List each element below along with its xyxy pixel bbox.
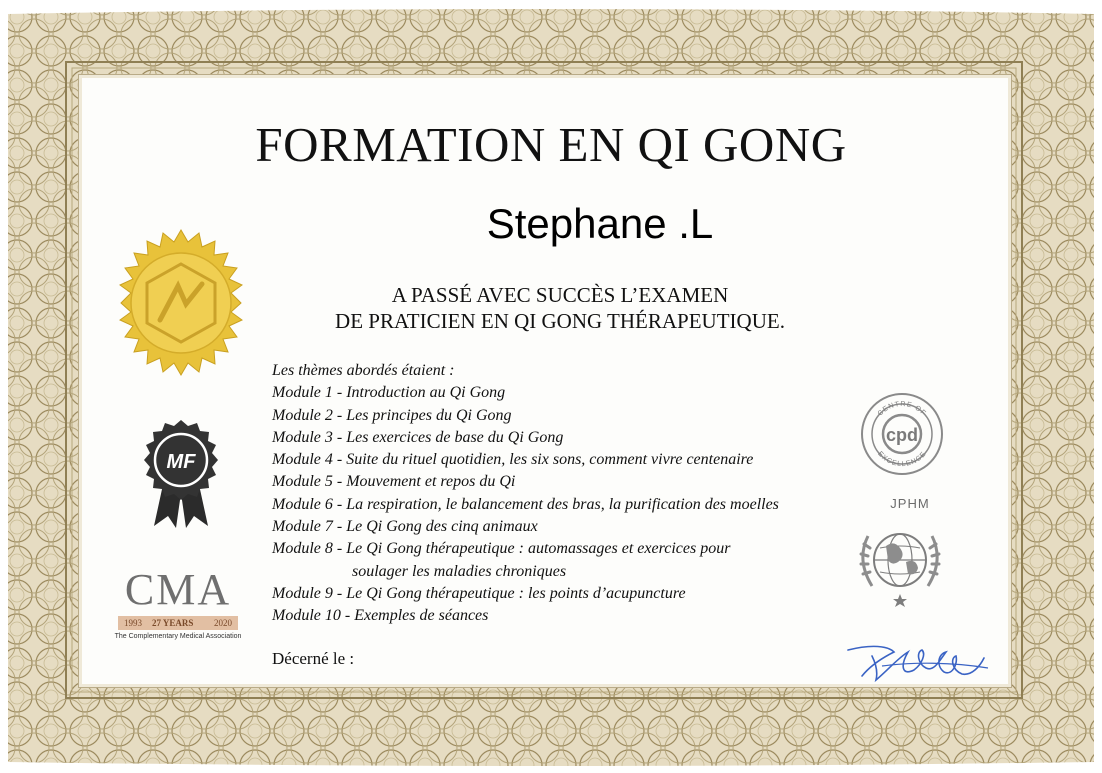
cpd-logo-icon — [860, 392, 944, 476]
cpd-bottom-text: EXCELLENCE — [876, 450, 928, 469]
module-item: Module 8 - Le Qi Gong thérapeutique : automassages et exercices pour — [272, 540, 731, 558]
cma-org-name: The Complementary Medical Association — [114, 633, 242, 640]
cma-years: 27 YEARS — [152, 618, 194, 628]
module-item: Module 3 - Les exercices de base du Qi Gong — [272, 428, 564, 446]
cma-year-start: 1993 — [124, 618, 142, 628]
signature-icon — [842, 636, 992, 686]
module-item: Module 6 - La respiration, le balancement des bras, la purification des moelles — [272, 495, 779, 513]
mf-text: MF — [166, 451, 196, 473]
gold-seal-icon — [102, 228, 260, 378]
cpd-top-text: CENTRE OF — [876, 400, 928, 418]
module-item: Module 5 - Mouvement et repos du Qi — [272, 473, 516, 491]
module-item: Module 7 - Le Qi Gong des cinq animaux — [272, 518, 538, 536]
modules-list — [272, 360, 872, 628]
practitioner-line: DE PRATICIEN EN QI GONG THÉRAPEUTIQUE. — [335, 309, 785, 333]
module-item: Module 10 - Exemples de séances — [272, 607, 489, 625]
module-item: Module 9 - Le Qi Gong thérapeutique : les points d’acupuncture — [272, 584, 686, 602]
cma-logo — [108, 565, 248, 640]
jphm-label: JPHM — [890, 496, 930, 511]
certificate-title: FORMATION EN QI GONG — [255, 117, 847, 172]
awarded-label: Décerné le : — [272, 649, 355, 668]
module-item: Module 1 - Introduction au Qi Gong — [272, 384, 506, 402]
passed-exam-line: A PASSÉ AVEC SUCCÈS L’EXAMEN — [391, 283, 729, 307]
module-item: Module 4 - Suite du rituel quotidien, les six sons, comment vivre centenaire — [272, 451, 754, 469]
cma-letters: CMA — [124, 565, 232, 614]
topics-intro: Les thèmes abordés étaient : — [272, 362, 455, 379]
module-item-continuation: soulager les maladies chroniques — [352, 562, 567, 580]
mf-badge-icon — [136, 418, 226, 530]
cpd-center-text: cpd — [885, 425, 919, 445]
recipient-name: Stephane .L — [486, 200, 714, 247]
cma-years-band — [118, 616, 238, 630]
cma-year-end: 2020 — [214, 618, 232, 628]
jphm-globe-icon — [850, 516, 950, 608]
module-item: Module 2 - Les principes du Qi Gong — [272, 406, 512, 424]
